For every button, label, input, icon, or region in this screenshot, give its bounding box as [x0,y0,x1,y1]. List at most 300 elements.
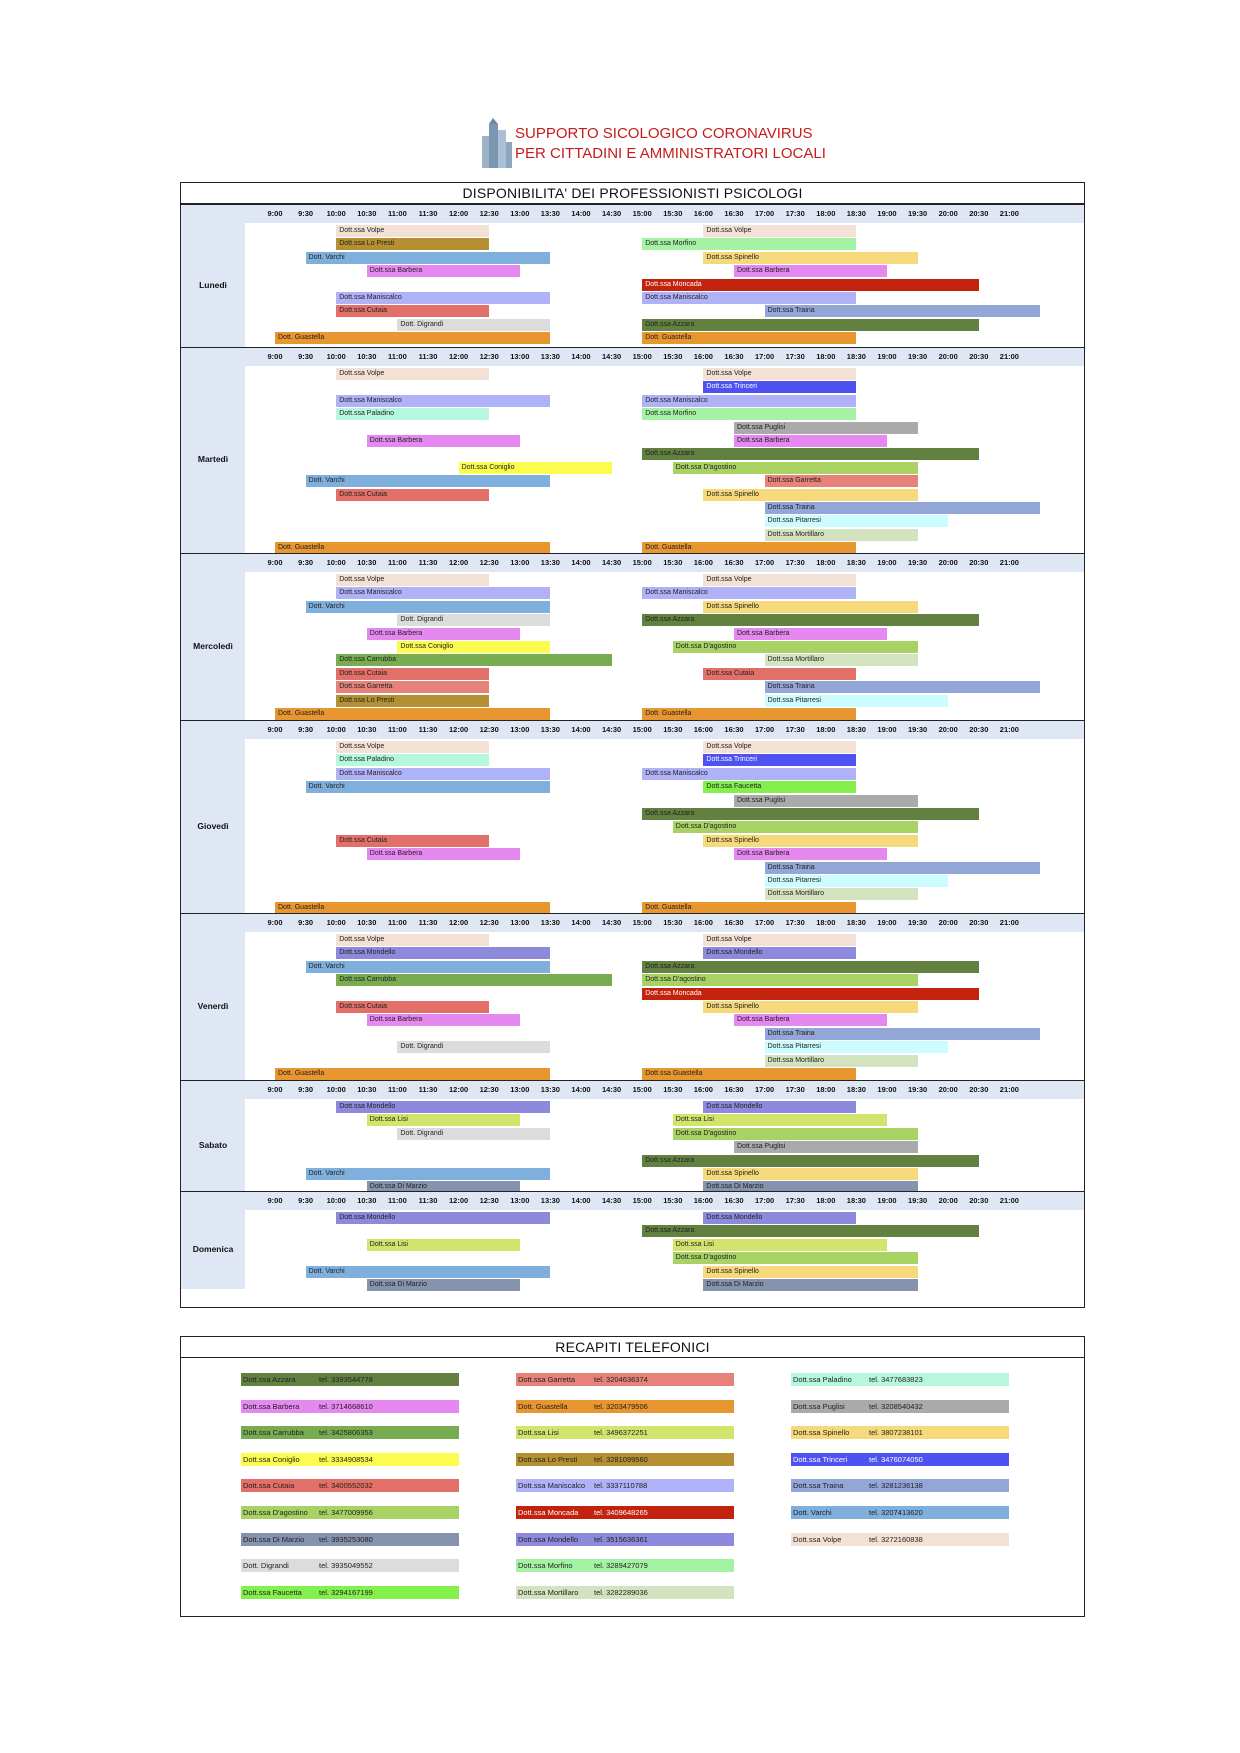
availability-bar[interactable]: Dott.ssa Lisi [367,1114,520,1126]
availability-bar[interactable]: Dott.ssa Volpe [336,574,489,586]
time-tick: 14:30 [602,1085,622,1094]
contact-phone[interactable]: tel. 3282289036 [594,1587,648,1597]
availability-bar[interactable]: Dott.ssa Mortillaro [765,654,918,666]
availability-bar[interactable]: Dott.ssa Mortillaro [765,888,918,900]
availability-bar[interactable]: Dott.ssa Traina [765,305,1040,317]
time-tick: 11:30 [418,209,438,218]
availability-bar[interactable]: Dott.ssa Barbera [734,848,887,860]
availability-bar[interactable]: Dott. Varchi [306,781,551,793]
time-tick: 13:30 [540,1085,560,1094]
availability-bar[interactable]: Dott. Guastella [275,542,550,554]
time-tick: 9:30 [298,725,314,734]
availability-bar[interactable]: Dott.ssa Garretta [765,475,918,487]
time-tick: 19:00 [877,209,897,218]
time-tick: 21:00 [999,209,1019,218]
availability-bar[interactable]: Dott.ssa Lisi [367,1239,520,1251]
time-tick: 12:00 [449,1085,469,1094]
availability-bar[interactable]: Dott. Guastella [642,708,856,720]
contact-name: Dott.ssa Lisi [518,1428,559,1438]
day-name: Giovedì [197,820,229,831]
availability-bar[interactable]: Dott.ssa Puglisi [734,422,918,434]
time-tick: 10:30 [357,352,377,361]
time-tick: 12:30 [479,352,499,361]
contact-entry [791,1533,1009,1546]
contact-phone[interactable]: tel. 3281236138 [869,1481,923,1491]
contact-name: Dott.ssa Spinello [793,1428,850,1438]
availability-bar[interactable]: Dott.ssa Morfino [642,408,856,420]
day-label-column [181,914,245,1080]
availability-bar[interactable]: Dott.ssa Azzara [642,319,979,331]
time-tick: 12:00 [449,209,469,218]
time-tick: 16:30 [724,918,744,927]
availability-bar[interactable]: Dott.ssa Maniscalco [336,587,550,599]
time-tick: 14:00 [571,352,591,361]
time-tick: 13:30 [540,558,560,567]
time-tick: 19:00 [877,1196,897,1205]
building-logo-icon [480,118,514,168]
availability-bar[interactable]: Dott. Varchi [306,1266,551,1278]
availability-bar[interactable]: Dott.ssa Guastella [642,1068,856,1080]
time-header-row [245,1081,1084,1099]
availability-bar[interactable]: Dott.ssa Di Marzio [367,1181,520,1193]
availability-bar[interactable]: Dott.ssa Traina [765,502,1040,514]
time-tick: 17:30 [785,1085,805,1094]
time-tick: 14:00 [571,918,591,927]
availability-bar[interactable]: Dott.ssa D'agostino [642,974,917,986]
availability-bar[interactable]: Dott.ssa Lisi [673,1114,887,1126]
contact-phone[interactable]: tel. 3294167199 [319,1587,373,1597]
time-tick: 14:30 [602,1196,622,1205]
contact-name: Dott.ssa Mondello [518,1534,579,1544]
availability-bar[interactable]: Dott.ssa Paladino [336,754,489,766]
contact-phone[interactable]: tel. 3393544778 [319,1375,373,1384]
availability-bar[interactable]: Dott.ssa D'agostino [673,641,918,653]
time-tick: 20:00 [938,725,958,734]
page-header [0,118,1240,168]
availability-bar[interactable]: Dott.ssa Volpe [336,934,489,946]
time-tick: 13:00 [510,1085,530,1094]
contact-name: Dott.ssa Moncada [518,1508,579,1517]
availability-bar[interactable]: Dott.ssa Lo Presti [336,695,489,707]
time-tick: 13:00 [510,352,530,361]
availability-bar[interactable]: Dott.ssa D'agostino [673,462,918,474]
availability-bar[interactable]: Dott. Guastella [642,332,856,344]
availability-bar[interactable]: Dott.ssa Volpe [703,368,856,380]
time-tick: 17:30 [785,352,805,361]
availability-bar[interactable]: Dott.ssa Paladino [336,408,489,420]
availability-bar[interactable]: Dott. Digrandi [397,319,550,331]
availability-bar[interactable]: Dott.ssa Faucetta [703,781,856,793]
availability-bar[interactable]: Dott. Guastella [642,542,856,554]
time-tick: 19:30 [908,1085,928,1094]
availability-bar[interactable]: Dott.ssa Maniscalco [642,292,856,304]
availability-bar[interactable]: Dott.ssa Volpe [703,741,856,753]
day-section [181,913,1084,1080]
day-section [181,1080,1084,1191]
time-tick: 11:30 [418,352,438,361]
time-tick: 10:00 [326,558,346,567]
availability-bar[interactable]: Dott. Guastella [275,1068,550,1080]
time-tick: 17:00 [755,352,775,361]
availability-bar[interactable]: Dott. Digrandi [397,614,550,626]
contact-entry [241,1373,459,1386]
time-tick: 14:00 [571,1196,591,1205]
contact-phone[interactable]: tel. 3203479506 [594,1401,648,1411]
contact-phone[interactable]: tel. 3477009956 [319,1508,373,1517]
time-tick: 13:30 [540,352,560,361]
availability-bar[interactable]: Dott. Varchi [306,475,551,487]
time-tick: 11:00 [388,209,407,218]
availability-bar[interactable]: Dott.ssa Barbera [734,265,887,277]
availability-bar[interactable]: Dott.ssa Volpe [336,225,489,237]
time-tick: 17:00 [755,918,775,927]
availability-bar[interactable]: Dott.ssa Mondello [336,1101,550,1113]
contact-phone[interactable]: tel. 3477683823 [869,1375,923,1384]
time-tick: 15:30 [663,725,683,734]
availability-bar[interactable]: Dott.ssa Mondello [703,947,856,959]
day-name: Lunedì [199,279,227,290]
availability-bar[interactable]: Dott.ssa Cutaia [336,835,489,847]
availability-bar[interactable]: Dott.ssa Di Marzio [367,1279,520,1291]
time-tick: 18:30 [846,918,866,927]
time-tick: 12:30 [479,1085,499,1094]
time-tick: 16:30 [724,209,744,218]
availability-bar[interactable]: Dott.ssa Puglisi [734,1141,918,1153]
availability-bar[interactable]: Dott. Guastella [275,902,550,914]
time-tick: 15:30 [663,1196,683,1205]
availability-bar[interactable]: Dott.ssa D'agostino [673,1128,918,1140]
availability-bar[interactable]: Dott.ssa Spinello [703,835,917,847]
availability-bar[interactable]: Dott.ssa Mondello [703,1101,856,1113]
availability-bar[interactable]: Dott.ssa Pitarresi [765,875,949,887]
time-tick: 19:00 [877,352,897,361]
time-tick: 13:30 [540,1196,560,1205]
availability-bar[interactable]: Dott.ssa Mondello [703,1212,856,1224]
time-tick: 19:00 [877,918,897,927]
availability-bar[interactable]: Dott.ssa Cutaia [336,489,489,501]
availability-bar[interactable]: Dott.ssa D'agostino [673,1252,918,1264]
contact-name: Dott. Digrandi [243,1561,289,1571]
time-tick: 20:30 [969,918,989,927]
header-title-line1: SUPPORTO SICOLOGICO CORONAVIRUS [515,125,813,142]
availability-bar[interactable]: Dott.ssa Pitarresi [765,515,949,527]
time-tick: 19:30 [908,918,928,927]
availability-bar[interactable]: Dott. Digrandi [397,1128,550,1140]
contact-phone[interactable]: tel. 3400552032 [319,1481,373,1491]
contact-phone[interactable]: tel. 3289427079 [594,1561,648,1571]
time-tick: 18:30 [846,209,866,218]
time-tick: 12:30 [479,558,499,567]
availability-bar[interactable]: Dott.ssa Mondello [336,947,550,959]
time-tick: 18:00 [816,352,836,361]
availability-bar[interactable]: Dott.ssa Mortillaro [765,529,918,541]
availability-bar[interactable]: Dott.ssa D'agostino [673,821,918,833]
day-section [181,720,1084,913]
availability-bar[interactable]: Dott. Guastella [275,708,550,720]
time-tick: 18:00 [816,918,836,927]
contact-phone[interactable]: tel. 3409648265 [594,1508,648,1517]
time-header-row [245,1192,1084,1210]
time-tick: 15:30 [663,1085,683,1094]
availability-bar[interactable]: Dott.ssa Volpe [336,368,489,380]
availability-bar[interactable]: Dott.ssa Volpe [336,741,489,753]
time-tick: 9:30 [298,1196,314,1205]
availability-bar[interactable]: Dott.ssa Cutaia [336,1001,489,1013]
time-tick: 18:30 [846,1085,866,1094]
availability-bar[interactable]: Dott.ssa Azzara [642,808,979,820]
day-name: Sabato [198,1139,228,1150]
availability-bar[interactable]: Dott.ssa Cutaia [336,305,489,317]
time-tick: 16:30 [724,558,744,567]
availability-bar[interactable]: Dott.ssa Lisi [673,1239,887,1251]
contact-phone[interactable]: tel. 3496372251 [594,1428,648,1438]
time-tick: 11:00 [388,1085,407,1094]
time-tick: 17:30 [785,209,805,218]
time-tick: 11:30 [418,725,438,734]
availability-bar[interactable]: Dott.ssa Spinello [703,1168,917,1180]
availability-bar[interactable]: Dott. Varchi [306,961,551,973]
day-name: Domenica [192,1244,234,1254]
availability-bar[interactable]: Dott.ssa Carrubba [336,654,611,666]
time-tick: 10:30 [357,1085,377,1094]
time-tick: 15:30 [663,352,683,361]
availability-bar[interactable]: Dott.ssa Maniscalco [336,395,550,407]
availability-bar[interactable]: Dott.ssa Traina [765,1028,1040,1040]
time-tick: 15:00 [632,209,652,218]
availability-bar[interactable]: Dott. Varchi [306,601,551,613]
time-header-row [245,721,1084,739]
time-tick: 20:00 [938,558,958,567]
time-tick: 17:00 [755,558,775,567]
availability-bar[interactable]: Dott.ssa Traina [765,862,1040,874]
availability-bar[interactable]: Dott.ssa Carrubba [336,974,611,986]
day-name: Martedì [197,454,229,464]
contact-phone[interactable]: tel. 3476074050 [869,1454,923,1464]
time-tick: 16:00 [693,558,713,567]
contact-phone[interactable]: tel. 3281099560 [594,1454,648,1464]
time-tick: 16:00 [693,352,713,361]
time-tick: 10:00 [326,209,346,218]
availability-bar[interactable]: Dott.ssa Pitarresi [765,1041,949,1053]
availability-bar[interactable]: Dott.ssa Trinceri [703,754,856,766]
time-tick: 17:00 [755,1196,775,1205]
contact-name: Dott.ssa Azzara [243,1375,296,1384]
time-tick: 19:30 [908,209,928,218]
time-tick: 15:00 [632,1085,652,1094]
day-name: Venerdì [197,1000,229,1011]
contact-phone[interactable]: tel. 3334908534 [319,1454,373,1464]
availability-bar[interactable]: Dott.ssa Volpe [703,225,856,237]
contact-phone[interactable]: tel. 3204636374 [594,1375,648,1384]
availability-bar[interactable]: Dott.ssa Barbera [367,435,520,447]
availability-bar[interactable]: Dott.ssa Spinello [703,489,917,501]
time-tick: 9:30 [298,209,314,218]
availability-bar[interactable]: Dott.ssa Moncada [642,279,979,291]
availability-bar[interactable]: Dott.ssa Di Marzio [703,1279,917,1291]
time-tick: 18:00 [816,1196,836,1205]
time-tick: 9:30 [298,1085,314,1094]
availability-bar[interactable]: Dott.ssa Maniscalco [336,292,550,304]
availability-bar[interactable]: Dott.ssa Barbera [734,628,887,640]
availability-bar[interactable]: Dott.ssa Volpe [703,574,856,586]
time-tick: 19:30 [908,558,928,567]
availability-bar[interactable]: Dott.ssa Volpe [703,934,856,946]
availability-bar[interactable]: Dott.ssa Mortillaro [765,1055,918,1067]
contact-entry [241,1426,459,1439]
time-tick: 11:30 [418,558,438,567]
availability-bar[interactable]: Dott.ssa Barbera [367,848,520,860]
availability-bar[interactable]: Dott.ssa Moncada [642,988,979,1000]
time-tick: 19:00 [877,1085,897,1094]
time-tick: 9:30 [298,918,314,927]
time-tick: 19:30 [908,725,928,734]
time-tick: 9:00 [267,558,283,567]
contact-entry [241,1479,459,1492]
availability-bar[interactable]: Dott.ssa Maniscalco [642,395,856,407]
time-tick: 20:00 [938,918,958,927]
time-tick: 16:30 [724,352,744,361]
availability-bar[interactable]: Dott.ssa Spinello [703,1266,917,1278]
availability-bar[interactable]: Dott.ssa Barbera [734,1014,887,1026]
day-name: Mercoledì [193,640,233,651]
contact-phone[interactable]: tel. 3425806353 [319,1428,373,1438]
availability-bar[interactable]: Dott. Varchi [306,1168,551,1180]
availability-bar[interactable]: Dott.ssa Morfino [642,238,856,250]
contact-phone[interactable]: tel. 3807238101 [869,1428,923,1438]
availability-bar[interactable]: Dott.ssa Barbera [367,628,520,640]
availability-bar[interactable]: Dott.ssa Lo Presti [336,238,489,250]
time-tick: 16:30 [724,1085,744,1094]
availability-bar[interactable]: Dott.ssa Coniglio [459,462,612,474]
availability-bar[interactable]: Dott.ssa Di Marzio [703,1181,917,1193]
contact-name: Dott.ssa Cutaia [243,1481,295,1491]
time-tick: 20:00 [938,1196,958,1205]
contact-phone[interactable]: tel. 3714668610 [319,1401,373,1411]
time-tick: 10:30 [357,558,377,567]
contact-entry [241,1453,459,1466]
schedule-table [180,182,1085,1308]
contact-entry [516,1559,734,1572]
time-tick: 18:00 [816,558,836,567]
time-tick: 13:30 [540,918,560,927]
time-tick: 9:00 [267,1196,283,1205]
contact-name: Dott.ssa Paladino [793,1375,852,1384]
time-header-row [245,554,1084,572]
day-label-column [181,554,245,720]
availability-bar[interactable]: Dott.ssa Maniscalco [336,768,550,780]
contact-name: Dott.ssa D'agostino [243,1508,308,1517]
time-tick: 10:00 [326,1085,346,1094]
availability-bar[interactable]: Dott.ssa Trinceri [703,381,856,393]
time-tick: 11:00 [388,558,407,567]
contact-name: Dott.ssa Volpe [793,1534,842,1544]
contact-entry [516,1426,734,1439]
time-tick: 17:00 [755,209,775,218]
time-tick: 9:00 [267,725,283,734]
availability-bar[interactable]: Dott.ssa Spinello [703,1001,917,1013]
time-tick: 12:30 [479,209,499,218]
availability-bar[interactable]: Dott.ssa Azzara [642,1225,979,1237]
availability-bar[interactable]: Dott.ssa Cutaia [336,668,489,680]
availability-bar[interactable]: Dott. Guastella [275,332,550,344]
time-tick: 18:30 [846,725,866,734]
contact-name: Dott.ssa Lo Presti [518,1454,578,1464]
time-tick: 17:30 [785,918,805,927]
availability-bar[interactable]: Dott.ssa Azzara [642,614,979,626]
contacts-table [180,1336,1085,1617]
availability-bar[interactable]: Dott.ssa Spinello [703,601,917,613]
contact-phone[interactable]: tel. 3935253080 [319,1534,373,1544]
availability-bar[interactable]: Dott.ssa Barbera [367,1014,520,1026]
time-tick: 9:00 [267,918,283,927]
day-section [181,204,1084,347]
time-tick: 10:00 [326,1196,346,1205]
time-tick: 12:00 [449,1196,469,1205]
time-tick: 14:30 [602,558,622,567]
time-tick: 20:00 [938,1085,958,1094]
availability-bar[interactable]: Dott.ssa Barbera [367,265,520,277]
time-tick: 17:30 [785,1196,805,1205]
contact-phone[interactable]: tel. 3272160838 [869,1534,923,1544]
availability-bar[interactable]: Dott.ssa Azzara [642,1155,979,1167]
contact-entry [241,1400,459,1413]
time-tick: 13:00 [510,209,530,218]
contact-entry [791,1426,1009,1439]
availability-bar[interactable]: Dott.ssa Maniscalco [642,587,856,599]
contact-phone[interactable]: tel. 3337110788 [594,1481,648,1491]
availability-bar[interactable]: Dott.ssa Spinello [703,252,917,264]
time-tick: 19:00 [877,558,897,567]
availability-bar[interactable]: Dott.ssa Coniglio [397,641,550,653]
contact-phone[interactable]: tel. 3515636361 [594,1534,648,1544]
contact-entry [516,1453,734,1466]
time-tick: 17:30 [785,558,805,567]
availability-bar[interactable]: Dott.ssa Azzara [642,448,979,460]
time-tick: 21:00 [999,725,1019,734]
time-tick: 15:00 [632,352,652,361]
contact-name: Dott.ssa Barbera [243,1401,300,1411]
time-tick: 10:00 [326,352,346,361]
availability-bar[interactable]: Dott.ssa Mondello [336,1212,550,1224]
availability-bar[interactable]: Dott.ssa Barbera [734,435,887,447]
availability-bar[interactable]: Dott. Varchi [306,252,551,264]
time-tick: 12:30 [479,725,499,734]
contact-entry [241,1506,459,1519]
day-section [181,1191,1084,1289]
time-tick: 12:30 [479,1196,499,1205]
availability-bar[interactable]: Dott.ssa Azzara [642,961,979,973]
time-tick: 12:30 [479,918,499,927]
availability-bar[interactable]: Dott.ssa Puglisi [734,795,918,807]
day-section [181,347,1084,553]
availability-bar[interactable]: Dott.ssa Pitarresi [765,695,949,707]
time-tick: 11:00 [388,725,407,734]
availability-bar[interactable]: Dott. Guastella [642,902,856,914]
time-tick: 18:00 [816,725,836,734]
contact-phone[interactable]: tel. 3208540432 [869,1401,923,1411]
availability-bar[interactable]: Dott.ssa Cutaia [703,668,856,680]
time-tick: 12:00 [449,352,469,361]
availability-bar[interactable]: Dott.ssa Garretta [336,681,489,693]
contact-phone[interactable]: tel. 3935049552 [319,1561,373,1571]
time-tick: 10:00 [326,725,346,734]
availability-bar[interactable]: Dott. Digrandi [397,1041,550,1053]
availability-bar[interactable]: Dott.ssa Maniscalco [642,768,856,780]
day-label-column [181,1192,245,1289]
contact-phone[interactable]: tel. 3207413620 [869,1508,923,1517]
time-tick: 20:00 [938,352,958,361]
availability-bar[interactable]: Dott.ssa Traina [765,681,1040,693]
